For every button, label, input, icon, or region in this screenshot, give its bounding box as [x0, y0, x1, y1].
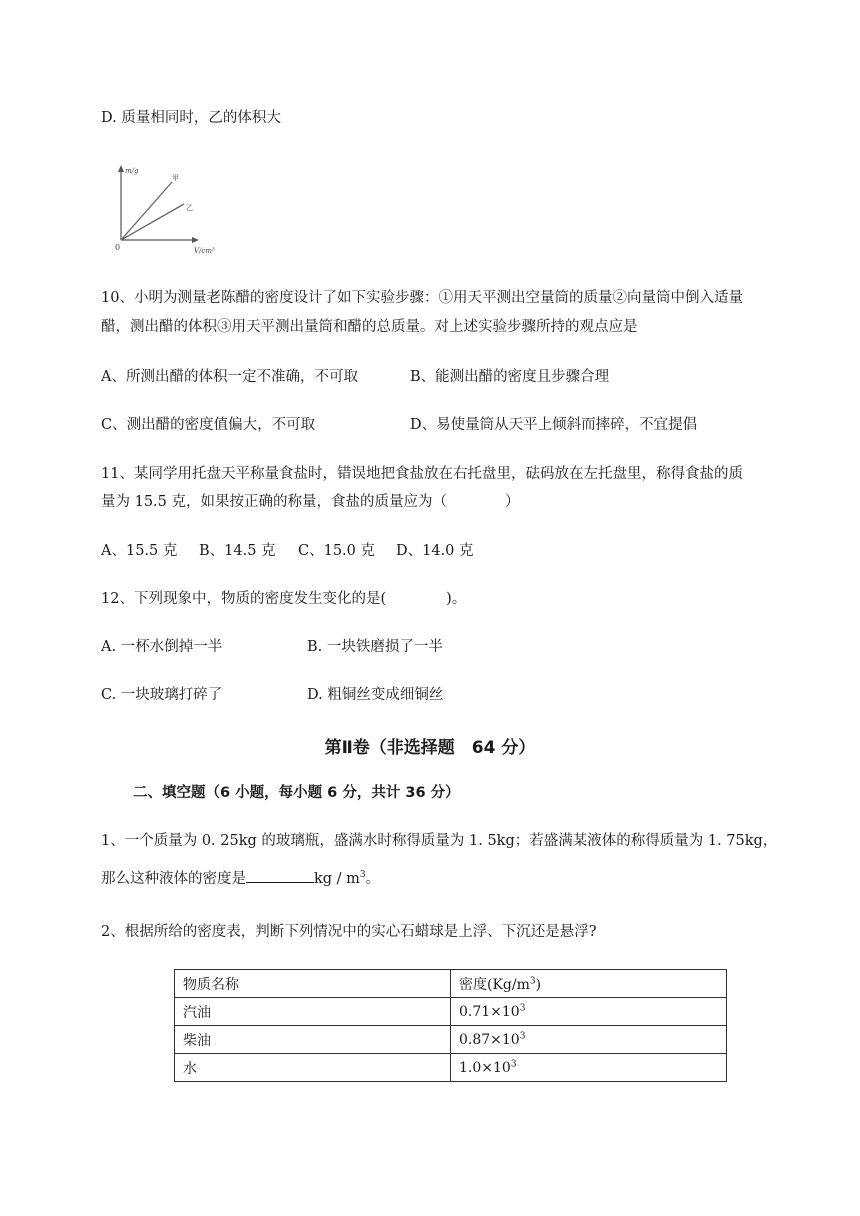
row-density: $0.87\times 10^3$	[451, 1026, 727, 1054]
table-row	[175, 1054, 727, 1082]
q11-options	[101, 541, 474, 561]
fill2-stem: 2、根据所给的密度表，判断下列情况中的实心石蜡球是上浮、下沉还是悬浮?	[101, 924, 597, 940]
row-name: 汽油	[175, 998, 451, 1026]
fill1-line1: 1、一个质量为 0. 25kg 的玻璃瓶，盛满水时称得质量为 1. 5kg；若盛满某液体的称得质量为 1. 75kg，	[101, 833, 778, 849]
q11-stem-line2	[101, 492, 520, 512]
q11-option-b: B、14.5 克	[199, 543, 276, 559]
q11-stem-line1: 11、某同学用托盘天平称量食盐时，错误地把食盐放在右托盘里，砝码放在左托盘里，称得食盐的质	[101, 466, 743, 482]
q10-option-a: A、所测出醋的体积一定不准确，不可取	[101, 369, 358, 385]
x-axis-label: V/cm³	[194, 247, 215, 255]
fill1-line2	[101, 868, 380, 889]
row-density: $0.71\times 10^3$	[451, 998, 727, 1026]
fill1-unit: kg / m	[314, 871, 360, 887]
q11-stem-after: ）	[505, 494, 520, 510]
q11-option-c: C、15.0 克	[298, 543, 375, 559]
table-row	[175, 1026, 727, 1054]
q11-option-d: D、14.0 克	[396, 543, 474, 559]
y-axis-label: m/g	[125, 167, 139, 175]
series-jia-label: 甲	[172, 174, 179, 182]
q12-options-row1	[101, 637, 601, 657]
row-name: 水	[175, 1054, 451, 1082]
q12-option-c: C. 一块玻璃打碎了	[101, 687, 223, 703]
q10-option-d: D、易使量筒从天平上倾斜而摔碎，不宜提倡	[410, 417, 698, 433]
q12-stem-after: )。	[446, 591, 467, 607]
fill1-line2-text: 那么这种液体的密度是	[101, 871, 246, 887]
q12-stem-before: 12、下列现象中，物质的密度发生变化的是(	[101, 591, 387, 607]
q12-option-d: D. 粗铜丝变成细铜丝	[307, 687, 444, 703]
q12-options-row2	[101, 685, 601, 705]
fill1-answer-blank	[246, 868, 314, 883]
y-axis-arrow	[118, 165, 124, 172]
q10-stem-line2: 醋，测出醋的体积③用天平测出量筒和醋的总质量。对上述实验步骤所持的观点应是	[101, 319, 638, 335]
fill-section-title: 二、填空题（6 小题，每小题 6 分，共计 36 分）	[133, 785, 460, 801]
density-table	[174, 969, 727, 1082]
series-yi-label: 乙	[186, 204, 193, 212]
row-name: 柴油	[175, 1026, 451, 1054]
fill1-unit-sup: 3	[359, 870, 366, 881]
q10-stem-line1: 10、小明为测量老陈醋的密度设计了如下实验步骤：①用天平测出空量筒的质量②向量筒中倒入适量	[101, 290, 743, 306]
q12-option-a: A. 一杯水倒掉一半	[101, 639, 223, 655]
origin-label: 0	[115, 243, 121, 252]
q10-options-row1	[101, 367, 801, 387]
q9-option-d: D. 质量相同时，乙的体积大	[101, 110, 281, 126]
x-axis-arrow	[192, 237, 199, 243]
line-jia	[121, 182, 172, 240]
table-row	[175, 998, 727, 1026]
density-table-header	[175, 970, 727, 998]
row-density: $1.0\times 10^3$	[451, 1054, 727, 1082]
q12-option-b: B. 一块铁磨损了一半	[307, 639, 443, 655]
q10-options-row2	[101, 415, 801, 435]
q11-stem-before: 量为 15.5 克，如果按正确的称量，食盐的质量应为（	[101, 494, 448, 510]
header-density: 密度$(Kg/m^3)$	[451, 970, 727, 998]
q11-option-a: A、15.5 克	[101, 543, 178, 559]
mass-volume-graph	[112, 160, 222, 256]
q10-option-b: B、能测出醋的密度且步骤合理	[410, 369, 610, 385]
line-yi	[121, 204, 184, 240]
header-name: 物质名称	[175, 970, 451, 998]
fill1-line2-end: 。	[365, 871, 381, 887]
q12-stem	[101, 589, 466, 609]
part2-title: 第Ⅱ卷（非选择题 64 分）	[324, 738, 536, 758]
q10-option-c: C、测出醋的密度值偏大，不可取	[101, 417, 316, 433]
